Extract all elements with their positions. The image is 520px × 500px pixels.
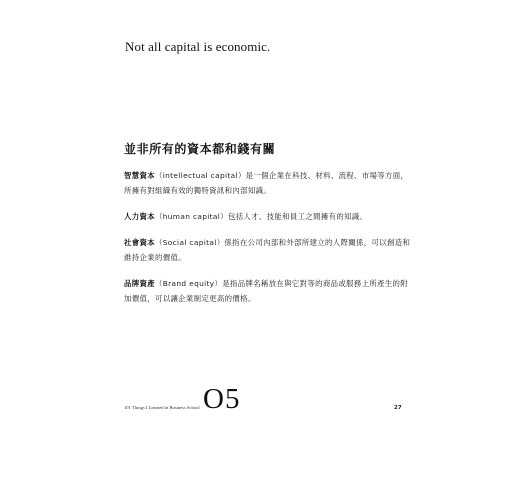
paragraph-term: 智慧資本 [124,171,155,180]
paragraph-term: 人力資本 [124,212,155,221]
chapter-number: O5 [203,383,241,415]
paragraph-social-capital [124,235,414,265]
paragraph-human-capital [124,209,414,224]
page-number: 27 [394,405,402,411]
section-title: 並非所有的資本都和錢有關 [124,142,276,156]
paragraph-text: （Social capital）係指在公司內部和外部所建立的人際關係，可以創造和維持企業的價值。 [124,238,411,262]
paragraph-text: （Brand equity）是指品牌名稱放在與它對等的商品或服務上所產生的附加價值，可以讓企業制定更高的價格。 [124,279,409,303]
paragraph-term: 品牌資產 [124,279,155,288]
paragraph-text: （intellectual capital）是一個企業在科技、材料、流程、市場等方面，所擁有對組織有效的獨特資訊和內部知識。 [124,171,409,195]
paragraph-text: （human capital）包括人才、技能和員工之間擁有的知識。 [154,212,368,221]
footer-book-title: 101 Things I Learned in Business School [124,405,200,410]
paragraph-intellectual-capital [124,168,414,198]
epigraph: Not all capital is economic. [125,39,271,54]
paragraph-term: 社會資本 [124,238,155,247]
paragraph-brand-equity [124,276,414,306]
